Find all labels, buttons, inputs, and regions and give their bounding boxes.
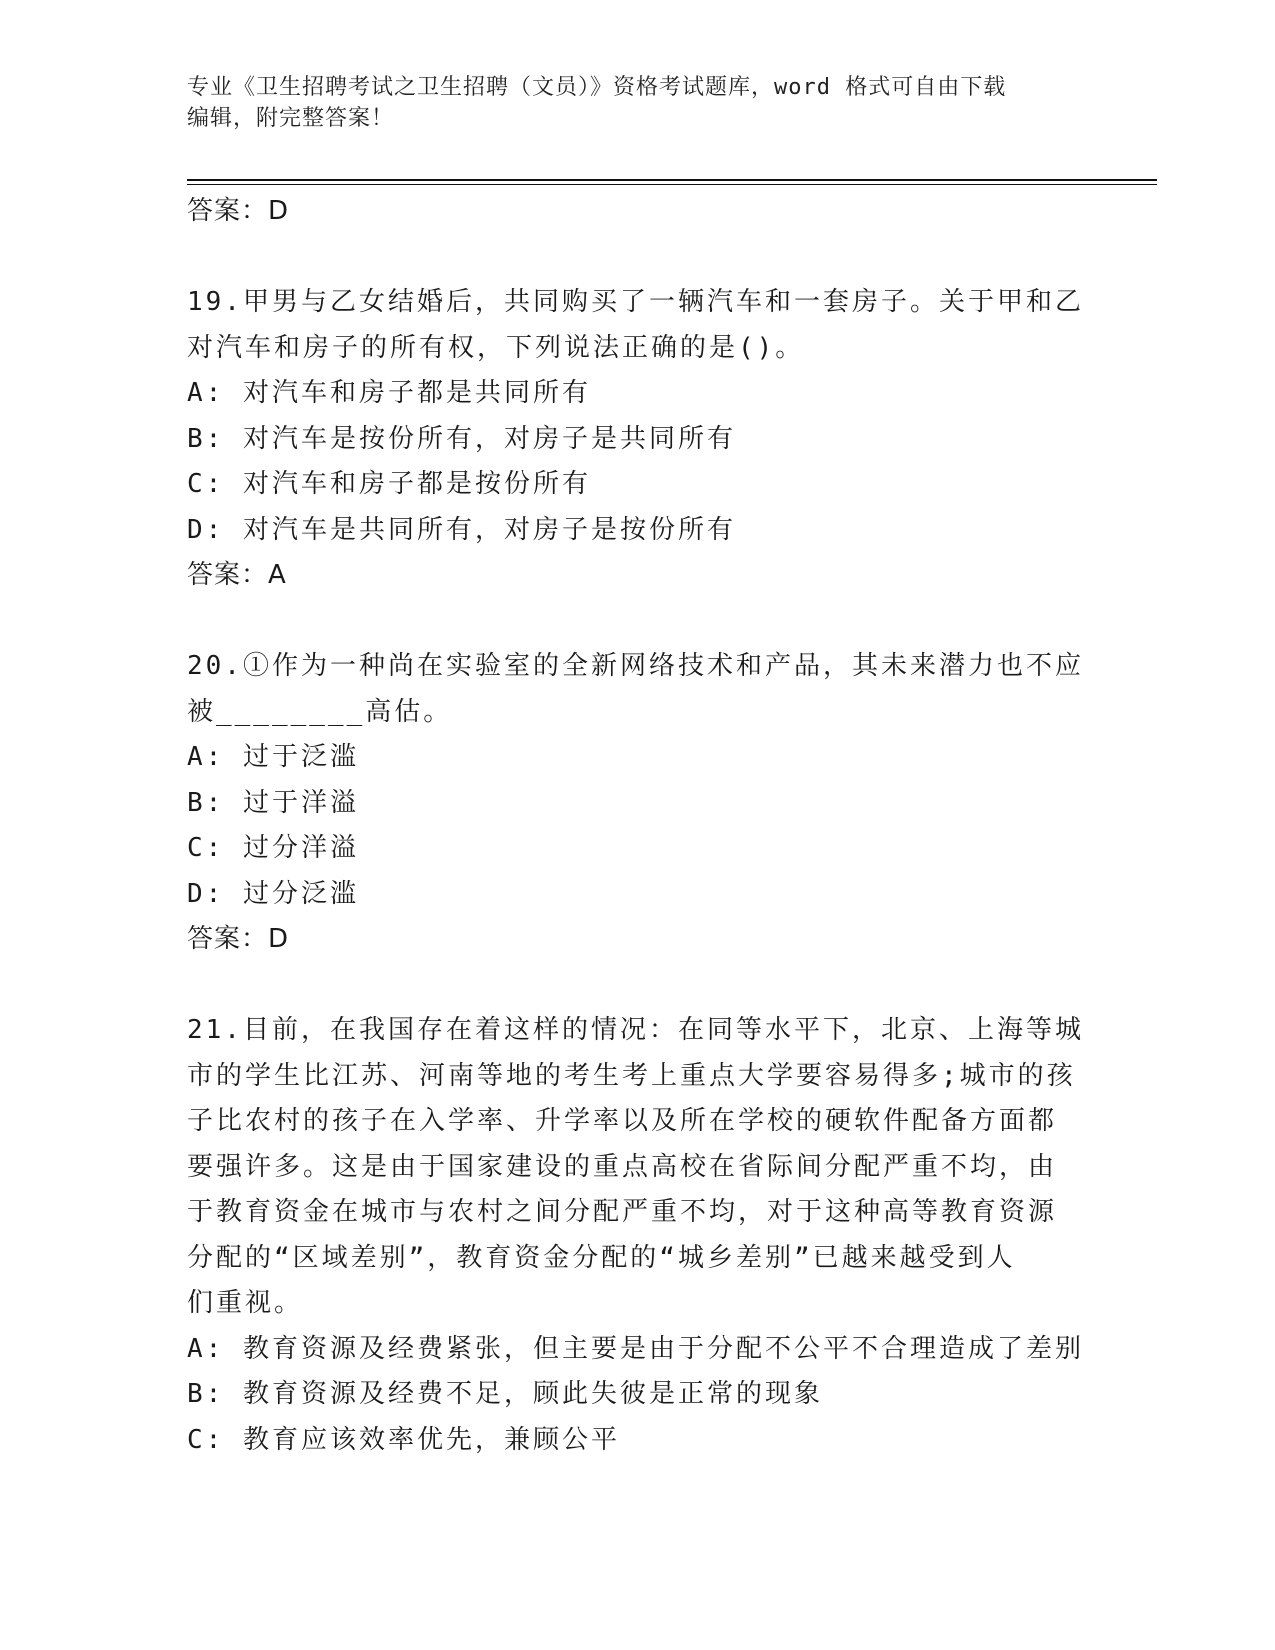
option-d: D: 对汽车是共同所有，对房子是按份所有 [187, 514, 736, 545]
header-divider-thick [187, 179, 1157, 181]
document-header [187, 72, 1067, 134]
header-line-1: 专业《卫生招聘考试之卫生招聘（文员）》资格考试题库，word 格式可自由下载 [187, 75, 1007, 100]
question-stem-line: 分配的“区域差别”，教育资金分配的“城乡差别”已越来越受到人 [187, 1242, 1016, 1273]
option-d: D: 过分泛滥 [187, 878, 359, 909]
question-stem-line: 们重视。 [187, 1288, 304, 1318]
option-c: C: 教育应该效率优先，兼顾公平 [187, 1424, 620, 1455]
question-20 [187, 644, 1087, 963]
spacer [187, 599, 1087, 645]
question-content [187, 189, 1087, 1463]
question-19 [187, 280, 1087, 599]
spacer [187, 235, 1087, 281]
option-a: A: 教育资源及经费紧张，但主要是由于分配不公平不合理造成了差别 [187, 1333, 1084, 1364]
header-divider-thin [187, 184, 1157, 185]
option-c: C: 对汽车和房子都是按份所有 [187, 469, 591, 499]
option-c: C: 过分洋溢 [187, 833, 359, 863]
header-line-2: 编辑，附完整答案！ [187, 106, 395, 131]
option-b: B: 对汽车是按份所有，对房子是共同所有 [187, 423, 736, 454]
answer: 答案：D [187, 924, 290, 954]
question-stem-line: 被________高估。 [187, 696, 453, 727]
option-b: B: 教育资源及经费不足，顾此失彼是正常的现象 [187, 1379, 823, 1409]
question-21 [187, 1008, 1087, 1463]
question-stem-line: 子比农村的孩子在入学率、升学率以及所在学校的硬软件配备方面都 [187, 1106, 1058, 1136]
option-a: A: 对汽车和房子都是共同所有 [187, 378, 591, 408]
question-stem-line: 市的学生比江苏、河南等地的考生考上重点大学要容易得多;城市的孩 [187, 1060, 1076, 1091]
spacer [187, 963, 1087, 1009]
option-b: B: 过于洋溢 [187, 787, 359, 818]
option-a: A: 过于泛滥 [187, 742, 359, 772]
question-stem-line: 要强许多。这是由于国家建设的重点高校在省际间分配严重不均，由 [187, 1151, 1058, 1182]
answer: 答案：A [187, 560, 287, 590]
question-stem-line: 21.目前，在我国存在着这样的情况：在同等水平下，北京、上海等城 [187, 1015, 1084, 1045]
question-stem-line: 19.甲男与乙女结婚后，共同购买了一辆汽车和一套房子。关于甲和乙 [187, 287, 1084, 317]
question-stem-line: 对汽车和房子的所有权，下列说法正确的是()。 [187, 332, 805, 363]
previous-answer: 答案：D [187, 196, 290, 226]
question-stem-line: 20.①作为一种尚在实验室的全新网络技术和产品，其未来潜力也不应 [187, 651, 1084, 681]
question-stem-line: 于教育资金在城市与农村之间分配严重不均，对于这种高等教育资源 [187, 1197, 1058, 1227]
